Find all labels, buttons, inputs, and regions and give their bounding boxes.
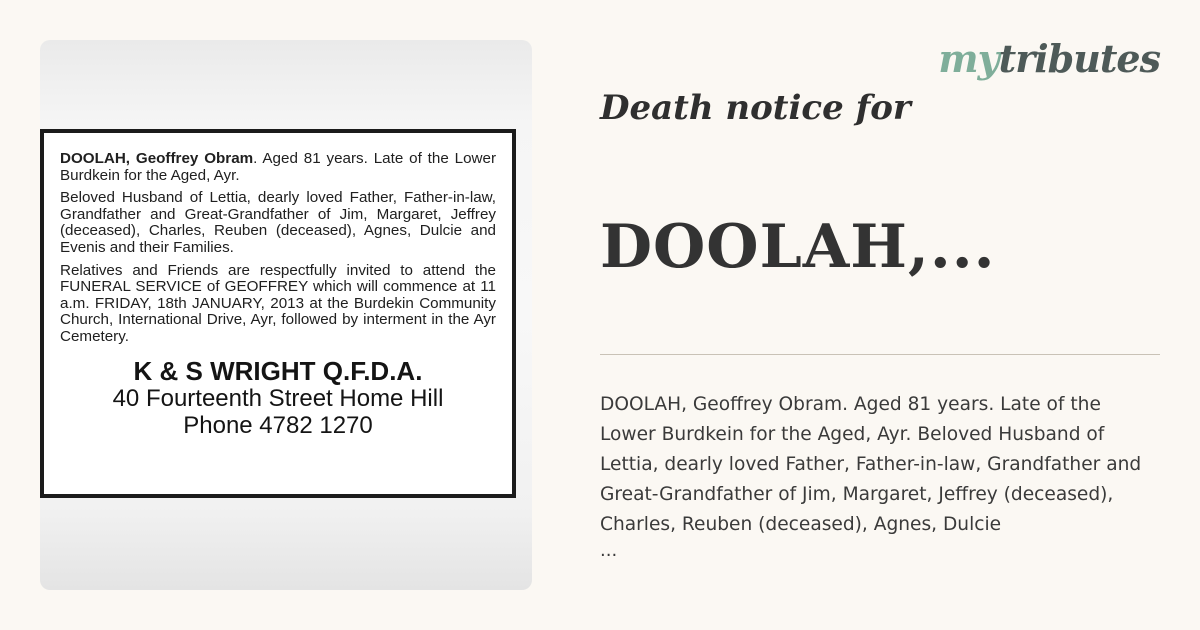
mytributes-logo[interactable]: [938, 36, 1160, 81]
funeral-director-address: 40 Fourteenth Street Home Hill: [112, 384, 444, 412]
funeral-director-phone: Phone 4782 1270: [183, 411, 373, 439]
notice-intro: [60, 151, 496, 184]
excerpt-ellipsis: ...: [600, 540, 618, 561]
divider: [600, 354, 1160, 355]
notice-family: Beloved Husband of Lettia, dearly loved Father, Father-in-law, Grandfather and Great-Grandfather of Jim, Margaret, Jeffrey (deceased), Charles, Reuben (deceased), Agnes, Dulcie and Evenis and their Families.: [60, 189, 496, 256]
newspaper-notice: [40, 129, 516, 498]
notice-deceased-name: DOOLAH, Geoffrey Obram: [60, 150, 254, 167]
logo-suffix: tributes: [998, 36, 1160, 81]
page-heading: Death notice for: [600, 88, 911, 128]
deceased-name-title: DOOLAH,...: [600, 212, 996, 282]
funeral-director: [60, 355, 496, 439]
logo-prefix: my: [938, 36, 999, 81]
funeral-director-name: K & S WRIGHT Q.F.D.A.: [133, 355, 423, 386]
notice-image-card: [40, 40, 532, 590]
notice-excerpt: DOOLAH, Geoffrey Obram. Aged 81 years. Late of the Lower Burdkein for the Aged, Ayr. Beloved Husband of Lettia, dearly loved Father, Father-in-law, Grandfather and Great-Grandfather of Jim, Margaret, Jeffrey (deceased), Charles, Reuben (deceased), Agnes, Dulcie: [600, 394, 1142, 535]
notice-service: Relatives and Friends are respectfully invited to attend the FUNERAL SERVICE of GEOFFREY which will commence at 11 a.m. FRIDAY, 18th JANUARY, 2013 at the Burdekin Community Church, International Drive, Ayr, followed by interment in the Ayr Cemetery.: [60, 261, 496, 345]
notice-intro-text: . Aged 81 years. Late of the Lower Burdkein for the Aged, Ayr.: [60, 150, 497, 184]
